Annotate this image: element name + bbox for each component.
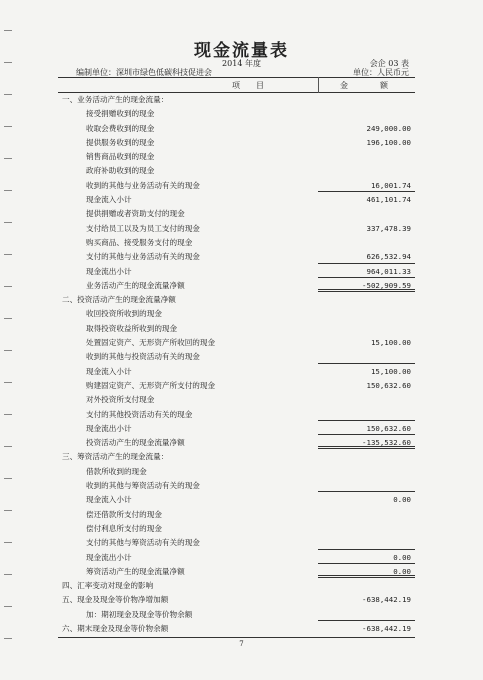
row-label: 提供服务收到的现金 bbox=[86, 137, 155, 147]
row-amount: 626,532.94 bbox=[366, 252, 411, 262]
table-row bbox=[0, 565, 483, 579]
table-row bbox=[0, 222, 483, 236]
table-row bbox=[0, 608, 483, 622]
table-row bbox=[0, 136, 483, 150]
table-row bbox=[0, 193, 483, 207]
row-label: 现金流出小计 bbox=[86, 266, 132, 276]
column-header-amount: 金 额 bbox=[340, 81, 400, 90]
row-label: 政府补助收到的现金 bbox=[86, 166, 155, 176]
subtotal-underline bbox=[318, 549, 415, 550]
row-amount: 0.00 bbox=[393, 552, 411, 562]
row-amount: 249,000.00 bbox=[366, 123, 411, 133]
subtotal-underline bbox=[318, 191, 415, 192]
row-label: 支付的其他与业务活动有关的现金 bbox=[86, 252, 200, 262]
table-row bbox=[0, 207, 483, 221]
table-row bbox=[0, 265, 483, 279]
row-label: 四、汇率变动对现金的影响 bbox=[62, 581, 154, 591]
table-row bbox=[0, 493, 483, 507]
table-row bbox=[0, 522, 483, 536]
row-label: 购建固定资产、无形资产所支付的现金 bbox=[86, 380, 216, 390]
row-amount: 964,011.33 bbox=[366, 266, 411, 276]
row-label: 收到的其他与业务活动有关的现金 bbox=[86, 180, 200, 190]
report-year: 2014 年度 bbox=[222, 59, 261, 68]
total-double-underline bbox=[318, 575, 415, 578]
row-label: 一、业务活动产生的现金流量： bbox=[62, 95, 169, 104]
table-row bbox=[0, 336, 483, 350]
column-header-item: 项 目 bbox=[232, 81, 264, 90]
row-label: 现金流出小计 bbox=[86, 552, 132, 562]
table-row bbox=[0, 293, 483, 307]
row-label: 业务活动产生的现金流量净额 bbox=[86, 280, 185, 290]
row-amount: -638,442.19 bbox=[362, 623, 411, 633]
row-label: 六、期末现金及现金等价物余额 bbox=[62, 623, 169, 633]
table-row bbox=[0, 107, 483, 121]
subtotal-underline bbox=[318, 263, 415, 264]
total-double-underline bbox=[318, 289, 415, 292]
row-label: 取得投资收益所收到的现金 bbox=[86, 323, 178, 333]
cash-flow-rows bbox=[0, 93, 483, 636]
row-amount: 16,001.74 bbox=[370, 180, 411, 190]
table-row bbox=[0, 164, 483, 178]
table-row bbox=[0, 393, 483, 407]
row-label: 收到的其他与筹资活动有关的现金 bbox=[86, 481, 200, 491]
row-amount: 337,478.39 bbox=[366, 223, 411, 233]
row-label: 加：期初现金及现金等价物余额 bbox=[86, 609, 193, 619]
row-label: 偿还借款所支付的现金 bbox=[86, 509, 162, 519]
row-amount: 150,632.60 bbox=[366, 380, 411, 390]
table-row bbox=[0, 450, 483, 464]
row-amount: 196,100.00 bbox=[366, 137, 411, 147]
row-amount: 15,100.00 bbox=[370, 366, 411, 376]
subtotal-underline bbox=[318, 491, 415, 492]
table-row bbox=[0, 465, 483, 479]
row-label: 购买商品、接受服务支付的现金 bbox=[86, 237, 193, 247]
row-label: 二、投资活动产生的现金流量净额 bbox=[62, 295, 176, 305]
table-top-rule bbox=[58, 77, 415, 78]
row-label: 五、现金及现金等价物净增加额 bbox=[62, 595, 169, 605]
row-amount: -638,442.19 bbox=[362, 595, 411, 605]
currency-unit: 单位：人民币元 bbox=[353, 68, 409, 77]
row-label: 支付给员工以及为员工支付的现金 bbox=[86, 223, 200, 233]
row-label: 收到的其他与投资活动有关的现金 bbox=[86, 352, 200, 362]
row-label: 接受捐赠收到的现金 bbox=[86, 109, 155, 119]
row-label: 投资活动产生的现金流量净额 bbox=[86, 438, 185, 448]
subtotal-underline bbox=[318, 434, 415, 435]
row-label: 现金流出小计 bbox=[86, 423, 132, 433]
row-label: 现金流入小计 bbox=[86, 366, 132, 376]
table-row bbox=[0, 593, 483, 607]
table-row bbox=[0, 408, 483, 422]
page-number: 7 bbox=[239, 640, 244, 648]
table-row bbox=[0, 622, 483, 636]
total-double-underline bbox=[318, 446, 415, 449]
row-amount: 0.00 bbox=[393, 495, 411, 505]
binding-hole-mark bbox=[4, 30, 12, 31]
table-row bbox=[0, 536, 483, 550]
table-row bbox=[0, 422, 483, 436]
row-label: 三、筹资活动产生的现金流量： bbox=[62, 452, 169, 462]
table-row bbox=[0, 322, 483, 336]
row-label: 借款所收到的现金 bbox=[86, 466, 147, 476]
row-label: 销售商品收到的现金 bbox=[86, 152, 155, 162]
table-row bbox=[0, 279, 483, 293]
table-row bbox=[0, 122, 483, 136]
table-row bbox=[0, 436, 483, 450]
row-amount: -502,909.59 bbox=[362, 280, 411, 290]
table-row bbox=[0, 93, 483, 107]
table-row bbox=[0, 579, 483, 593]
row-label: 筹资活动产生的现金流量净额 bbox=[86, 566, 185, 576]
column-divider bbox=[318, 77, 319, 93]
table-row bbox=[0, 250, 483, 264]
table-row bbox=[0, 365, 483, 379]
table-row bbox=[0, 236, 483, 250]
table-row bbox=[0, 350, 483, 364]
row-amount: 15,100.00 bbox=[370, 338, 411, 348]
row-label: 现金流入小计 bbox=[86, 495, 132, 505]
subtotal-underline bbox=[318, 363, 415, 364]
row-label: 偿付利息所支付的现金 bbox=[86, 523, 162, 533]
binding-hole-mark bbox=[4, 638, 12, 639]
row-amount: -135,532.60 bbox=[362, 438, 411, 448]
subtotal-underline bbox=[318, 563, 415, 564]
table-row bbox=[0, 379, 483, 393]
row-label: 支付的其他投资活动有关的现金 bbox=[86, 409, 193, 419]
table-row bbox=[0, 551, 483, 565]
row-label: 现金流入小计 bbox=[86, 195, 132, 205]
row-amount: 461,101.74 bbox=[366, 195, 411, 205]
subtotal-underline bbox=[318, 277, 415, 278]
subtotal-underline bbox=[318, 420, 415, 421]
row-label: 支付的其他与筹资活动有关的现金 bbox=[86, 538, 200, 548]
row-label: 提供捐赠或者资助支付的现金 bbox=[86, 209, 185, 219]
row-label: 收取会费收到的现金 bbox=[86, 123, 155, 133]
preparing-organization: 编制单位：深圳市绿色低碳科技促进会 bbox=[76, 68, 212, 77]
table-row bbox=[0, 150, 483, 164]
form-number: 会企 03 表 bbox=[369, 59, 409, 68]
table-bottom-rule bbox=[58, 637, 415, 638]
table-row bbox=[0, 179, 483, 193]
table-row bbox=[0, 307, 483, 321]
table-row bbox=[0, 508, 483, 522]
subtotal-underline bbox=[318, 620, 415, 621]
row-amount: 150,632.60 bbox=[366, 423, 411, 433]
row-label: 收回投资所收到的现金 bbox=[86, 309, 162, 319]
row-amount: 0.00 bbox=[393, 566, 411, 576]
table-row bbox=[0, 479, 483, 493]
page-title: 现金流量表 bbox=[194, 41, 289, 61]
row-label: 处置固定资产、无形资产所收回的现金 bbox=[86, 338, 216, 348]
row-label: 对外投资所支付现金 bbox=[86, 395, 155, 405]
